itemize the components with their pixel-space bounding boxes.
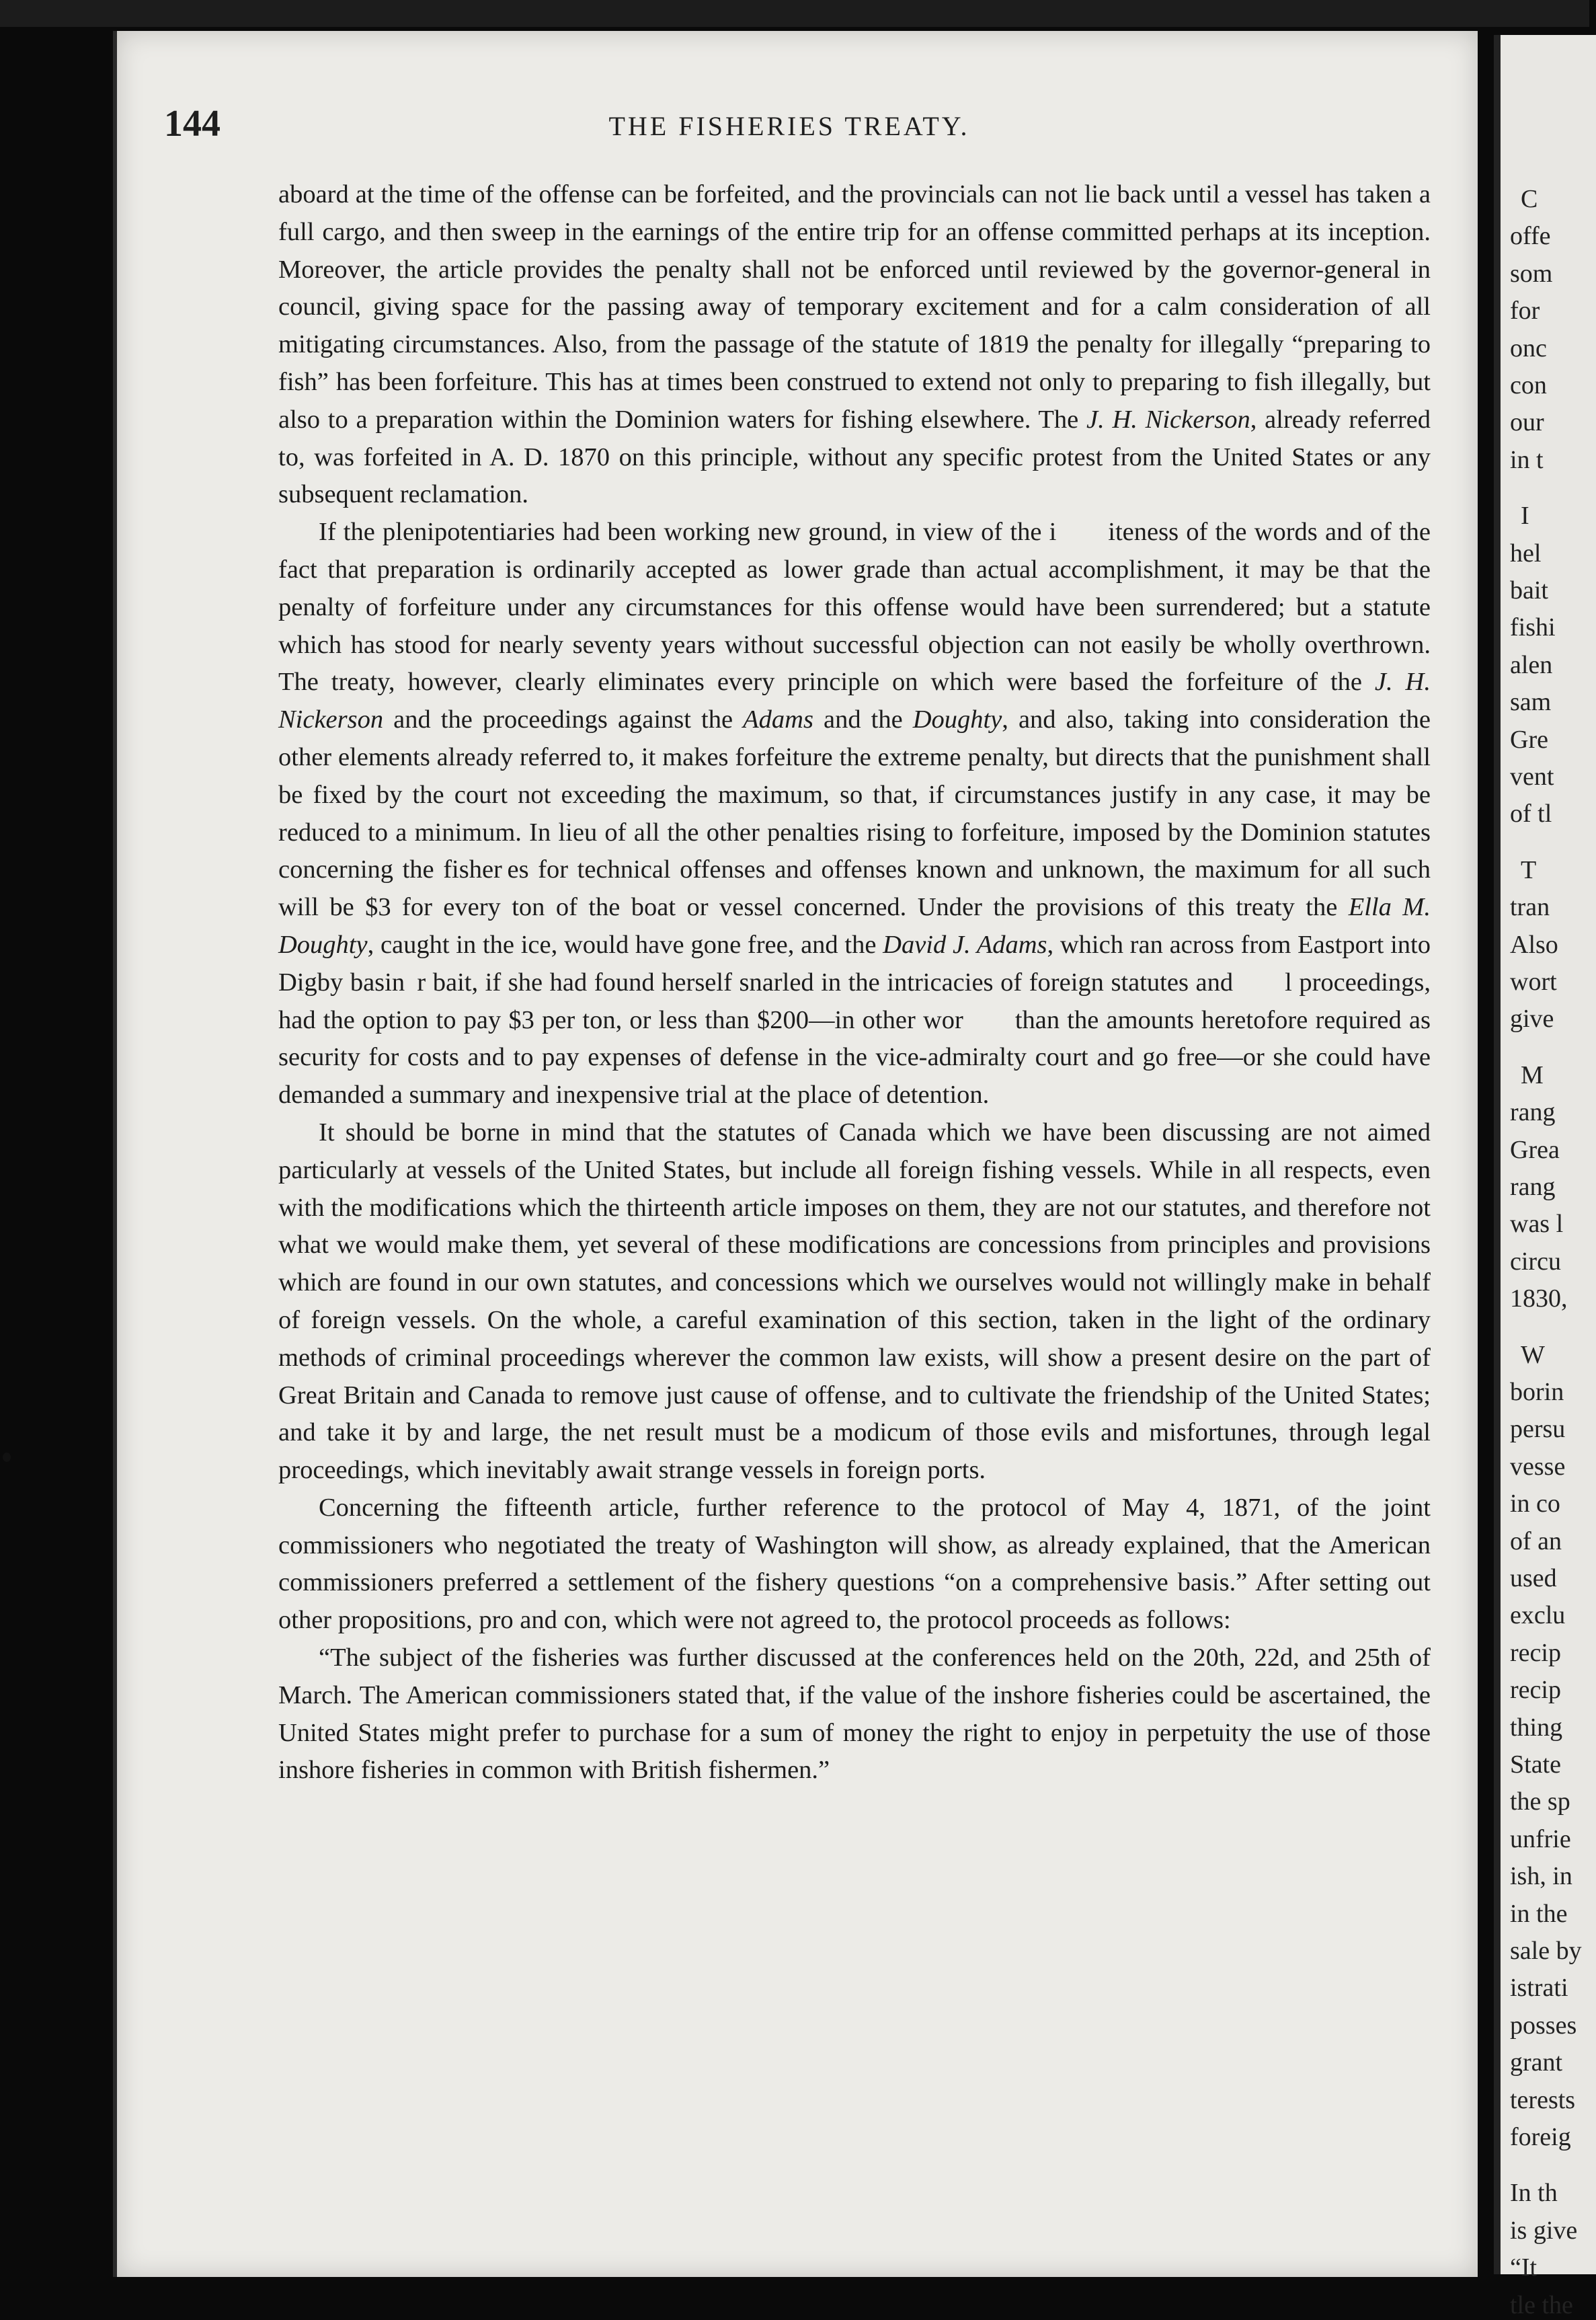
adjacent-page-fragment: Also xyxy=(1510,930,1558,959)
adjacent-page-fragment: rang xyxy=(1510,1173,1556,1201)
adjacent-page-fragment: wort xyxy=(1510,968,1557,996)
adjacent-page-fragment: of tl xyxy=(1510,800,1552,828)
text-run: , and also, taking into consideration the other elements already referred to, it makes forfeiture the extreme penalty, but directs that the punishment shall be fixed by the court not exceeding the maximum, so that, if circumstances justify in any case, it may be reduced to a minimum. In lieu of all the other penalties rising to forfeiture, imposed by the Dominion statutes concerning the fisher es for technical offenses and offenses known and unknown, the maximum for all such will be $3 for every ton of the boat or vessel concerned. Under the provisions of this treaty the xyxy=(278,705,1431,922)
adjacent-page-fragment: Grea xyxy=(1510,1135,1560,1164)
adjacent-page-fragment: “It xyxy=(1510,2253,1538,2282)
page-header xyxy=(164,102,1414,156)
paragraph-5-quotation: “The subject of the fisheries was further discussed at the conferences held on the 20th, 22d, and 25th of March. The American commissioners stated that, if the value of the inshore fisheries could be ascertained, the United States might prefer to purchase for a sum of money the right to enjoy in perpetuity the use of those inshore fisheries in common with British fishermen.” xyxy=(278,1644,1431,1785)
adjacent-page-fragment: hel xyxy=(1510,539,1542,568)
scan-top-edge xyxy=(0,0,1589,27)
adjacent-page-fragment: in t xyxy=(1510,445,1544,474)
vessel-name: Doughty xyxy=(912,705,1002,734)
adjacent-page-fragment: C xyxy=(1521,185,1538,213)
adjacent-page-fragment: bait xyxy=(1510,576,1548,605)
adjacent-page-fragment: recip xyxy=(1510,1638,1561,1667)
adjacent-page-fragment: vesse xyxy=(1510,1452,1566,1481)
adjacent-page-fragment: ish, in xyxy=(1510,1862,1572,1891)
vessel-name: David J. Adams xyxy=(883,930,1047,959)
text-run: , already referred to, was forfeited in A. D. 1870 on this principle, without any specific protest from the United States or any subsequent reclamation. xyxy=(278,405,1431,509)
adjacent-page-fragment: offe xyxy=(1510,222,1551,251)
adjacent-page-fragment: used xyxy=(1510,1564,1557,1592)
adjacent-page-fragment: is give xyxy=(1510,2216,1578,2245)
adjacent-page-fragment: in the xyxy=(1510,1899,1568,1928)
adjacent-page-fragment: terests xyxy=(1510,2085,1576,2114)
adjacent-page-fragment: in co xyxy=(1510,1490,1560,1518)
vessel-name: J. H. Nickerson xyxy=(1086,405,1250,434)
adjacent-page-fragment: unfrie xyxy=(1510,1824,1571,1853)
adjacent-page-edge xyxy=(1494,35,1596,2319)
scan-speck xyxy=(3,1453,11,1462)
adjacent-page-fragment: In th xyxy=(1510,2179,1558,2208)
paragraph-3: It should be borne in mind that the statutes of Canada which we have been discussing are not aimed particularly at vessels of the United States, but include all foreign fishing vessels. While in all respects, even with the modifications which the thirteenth article imposes on them, they are not our statutes, and therefore not what we would make them, yet several of these modifications are concessions from principles and provisions which are found in our own statutes, and concessions which we ourselves would not willingly make in behalf of foreign vessels. On the whole, a careful examination of this section, taken in the light of the ordinary methods of criminal proceedings wherever the common law exists, will show a present desire on the part of Great Britain and Canada to remove just cause of offense, and to cultivate the friendship of the United States; and take it by and large, the net result must be a modicum of those evils and misfortunes, through legal proceedings, which inevitably await strange vessels in foreign ports. xyxy=(278,1118,1431,1485)
adjacent-page-fragment: fishi xyxy=(1510,613,1556,642)
adjacent-page-fragment: rang xyxy=(1510,1098,1556,1127)
paragraph-1 xyxy=(278,176,1431,514)
adjacent-page-fragment: onc xyxy=(1510,334,1547,362)
adjacent-page-fragment: posses xyxy=(1510,2011,1577,2040)
adjacent-page-fragment: vent xyxy=(1510,763,1554,791)
adjacent-page-fragment: W xyxy=(1521,1340,1545,1369)
adjacent-page-fragment: our xyxy=(1510,408,1544,437)
adjacent-page-fragment: for xyxy=(1510,297,1540,325)
adjacent-page-fragment: give xyxy=(1510,1005,1554,1034)
adjacent-page-fragment: of an xyxy=(1510,1526,1562,1555)
adjacent-page-fragment: 1830, xyxy=(1510,1284,1568,1313)
adjacent-page-fragment: istrati xyxy=(1510,1974,1568,2003)
adjacent-page-fragment: circu xyxy=(1510,1247,1561,1276)
vessel-name: J. H. Nickerson xyxy=(278,668,1431,734)
adjacent-page-fragment: Gre xyxy=(1510,725,1548,754)
page-body xyxy=(278,176,1431,1789)
adjacent-page-fragment: M xyxy=(1521,1060,1544,1089)
adjacent-page-fragment: thing xyxy=(1510,1713,1563,1742)
paragraph-2 xyxy=(278,514,1431,1114)
paragraph-4: Concerning the fifteenth article, further reference to the protocol of May 4, 1871, of the joint commissioners who negotiated the treaty of Washington will show, as already explained, that the American commissioners preferred a settlement of the fishery questions “on a comprehensive basis.” After setting out other propositions, pro and con, which were not agreed to, the protocol proceeds as follows: xyxy=(278,1493,1431,1635)
adjacent-page-fragment: State xyxy=(1510,1750,1561,1779)
text-run: If the plenipotentiaries had been working new ground, in view of the i iteness of the words and of the fact that preparation is ordinarily accepted as lower grade than actual accomplishment, it may be that the penalty of forfeiture under any circumstances for this offense would have been surrendered; but a statute which has stood for nearly seventy years without successful objection can not easily be wholly overthrown. The treaty, however, clearly eliminates every principle on which were based the forfeiture of the xyxy=(278,518,1431,697)
adjacent-page-fragment: exclu xyxy=(1510,1601,1566,1630)
adjacent-page-fragment: sam xyxy=(1510,688,1552,717)
adjacent-page-fragment: I xyxy=(1521,502,1529,531)
text-run: and the xyxy=(813,705,913,734)
adjacent-page-fragment: sale by xyxy=(1510,1937,1582,1965)
vessel-name: Ella M. Doughty xyxy=(278,893,1431,959)
text-run: , caught in the ice, would have gone free, and the xyxy=(367,930,883,959)
text-run: aboard at the time of the offense can be forfeited, and the provincials can not lie back until a vessel has taken a full cargo, and then sweep in the earnings of the entire trip for an offense committed perhaps at its inception. Moreover, the article provides the penalty shall not be enforced until reviewed by the governor-general in council, giving space for the passing away of temporary excitement and for a calm consideration of all mitigating circumstances. Also, from the passage of the statute of 1819 the penalty for illegally “preparing to fish” has been forfeiture. This has at times been construed to extend not only to preparing to fish illegally, but also to a preparation within the Dominion waters for fishing elsewhere. The xyxy=(278,180,1431,434)
adjacent-page-fragment: borin xyxy=(1510,1378,1564,1406)
page-number: 144 xyxy=(164,103,221,145)
adjacent-page-fragment: grant xyxy=(1510,2048,1563,2077)
adjacent-page-fragment: persu xyxy=(1510,1415,1566,1444)
vessel-name: Adams xyxy=(743,705,813,734)
adjacent-page-fragment: recip xyxy=(1510,1676,1561,1705)
adjacent-page-fragment: alen xyxy=(1510,650,1553,679)
adjacent-page-fragment: the sp xyxy=(1510,1787,1570,1816)
adjacent-page-fragment: tle the xyxy=(1510,2290,1573,2319)
adjacent-page-fragment: con xyxy=(1510,371,1547,399)
adjacent-page-fragment: som xyxy=(1510,259,1553,288)
adjacent-page-fragment: foreig xyxy=(1510,2123,1571,2151)
adjacent-page-fragment: T xyxy=(1521,855,1537,884)
text-run: , which ran across from Eastport into Digby basin r bait, if she had found herself snarled in the intricacies of foreign statutes and l proceedings, had the option to pay $3 per ton, or less than $200—in other wor than the amounts heretofore required as security for costs and to pay expenses of defense in the vice-admiralty court and go free—or she could have demanded a summary and inexpensive trial at the place of detention. xyxy=(278,930,1431,1110)
adjacent-page-fragment: tran xyxy=(1510,893,1550,922)
adjacent-page-fragment: was l xyxy=(1510,1210,1564,1239)
running-title: THE FISHERIES TREATY. xyxy=(608,111,970,141)
text-run: and the proceedings against the xyxy=(383,705,744,734)
